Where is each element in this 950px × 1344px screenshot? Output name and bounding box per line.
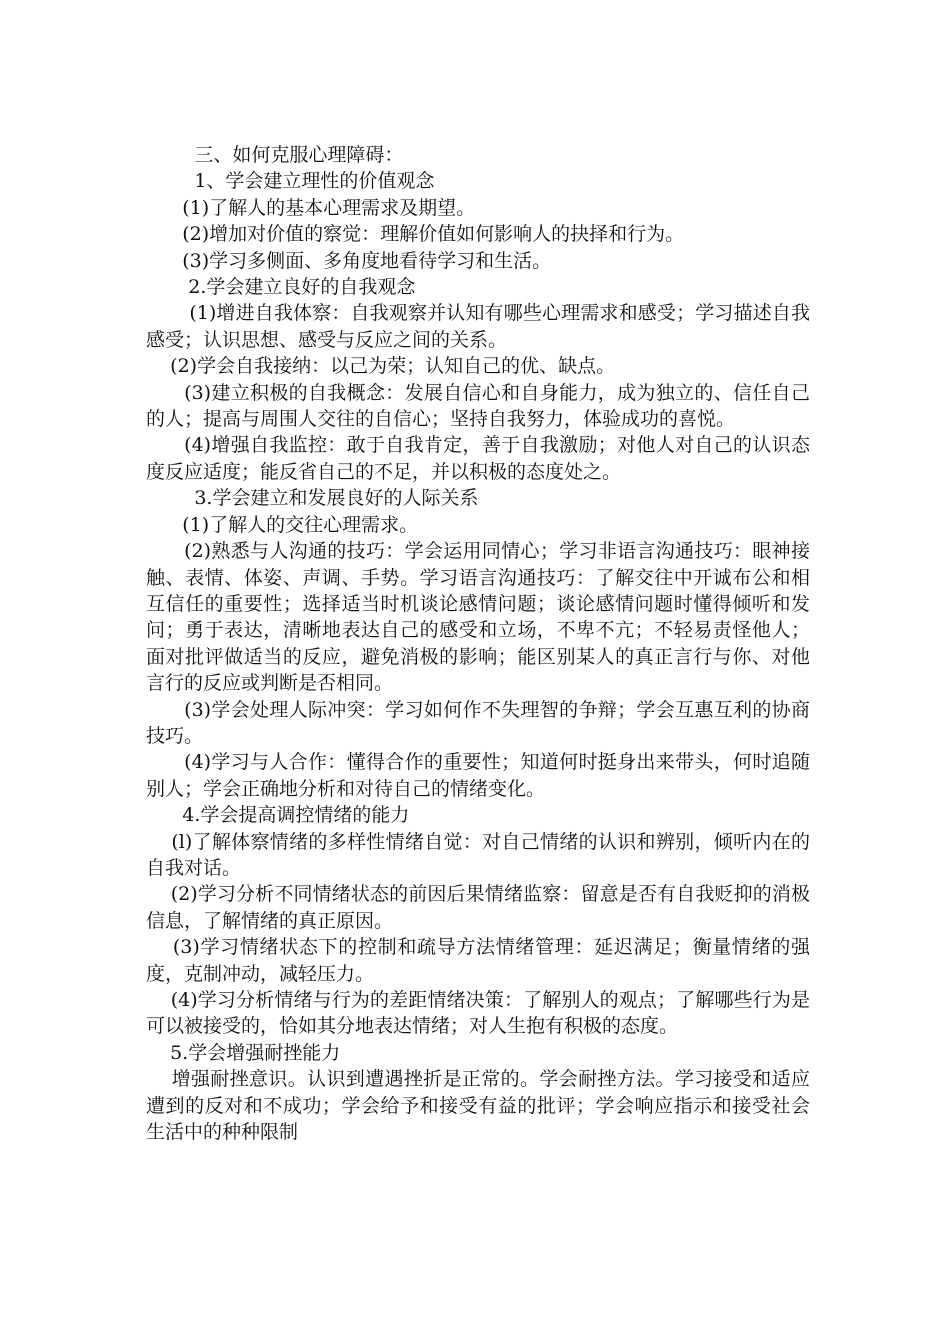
paragraph: (3)学习情绪状态下的控制和疏导方法情绪管理：延迟满足；衡量情绪的强度，克制冲动，减轻压力。 (146, 936, 810, 985)
paragraph: (l)了解体察情绪的多样性情绪自觉：对自己情绪的认识和辨别，倾听内在的自我对话。 (146, 830, 810, 879)
document-body (146, 142, 810, 1145)
paragraph: (1)增进自我体察：自我观察并认知有哪些心理需求和感受；学习描述自我感受；认识思想、感受与反应之间的关系。 (146, 302, 811, 351)
subsection-heading: 3.学会建立和发展良好的人际关系 (146, 487, 479, 510)
paragraph: 增强耐挫意识。认识到遭遇挫折是正常的。学会耐挫方法。学习接受和适应遭到的反对和不成功；学会给予和接受有益的批评；学会响应指示和接受社会生活中的种种限制 (146, 1068, 810, 1144)
paragraph: (2)学习分析不同情绪状态的前因后果情绪监察：留意是否有自我贬抑的消极信息，了解情绪的真正原因。 (146, 883, 810, 932)
subsection-heading: 2.学会建立良好的自我观念 (146, 276, 416, 299)
paragraph: (2)学会自我接纳：以己为荣；认知自己的优、缺点。 (146, 355, 616, 378)
subsection-heading: 5.学会增强耐挫能力 (146, 1041, 341, 1064)
paragraph: (3)学会处理人际冲突：学习如何作不失理智的争辩；学会互惠互利的协商技巧。 (146, 698, 810, 747)
subsection-heading: 1、学会建立理性的价值观念 (146, 170, 435, 193)
paragraph: (1)了解人的基本心理需求及期望。 (146, 196, 476, 219)
subsection-heading: 4.学会提高调控情绪的能力 (146, 804, 410, 827)
paragraph: (4)学习分析情绪与行为的差距情绪决策：了解别人的观点；了解哪些行为是可以被接受的，恰如其分地表达情绪；对人生抱有积极的态度。 (146, 989, 810, 1038)
paragraph: (2)增加对价值的察觉：理解价值如何影响人的抉择和行为。 (146, 223, 685, 246)
paragraph: (3)建立积极的自我概念：发展自信心和自身能力，成为独立的、信任自己的人；提高与周围人交往的自信心；坚持自我努力，体验成功的喜悦。 (146, 381, 810, 431)
section-heading: 三、如何克服心理障碍： (146, 144, 404, 166)
paragraph: (4)学习与人合作：懂得合作的重要性；知道何时挺身出来带头，何时追随别人；学会正确地分析和对待自己的情绪变化。 (146, 751, 810, 800)
paragraph: (3)学习多侧面、多角度地看待学习和生活。 (146, 249, 552, 272)
paragraph: (2)熟悉与人沟通的技巧：学会运用同情心；学习非语言沟通技巧：眼神接触、表情、体姿、声调、手势。学习语言沟通技巧：了解交往中开诚布公和相互信任的重要性；选择适当时机谈论感情问题；谈论感情问题时懂得倾听和发问；勇于表达，清晰地表达自己的感受和立场，不卑不亢；不轻易责怪他人；面对批评做适当的反应，避免消极的影响；能区别某人的真正言行与你、对他言行的反应或判断是否相同。 (146, 540, 810, 695)
paragraph: (1)了解人的交往心理需求。 (146, 513, 419, 536)
paragraph: (4)增强自我监控：敢于自我肯定，善于自我激励；对他人对自己的认识态度反应适度；能反省自己的不足，并以积极的态度处之。 (146, 434, 810, 483)
